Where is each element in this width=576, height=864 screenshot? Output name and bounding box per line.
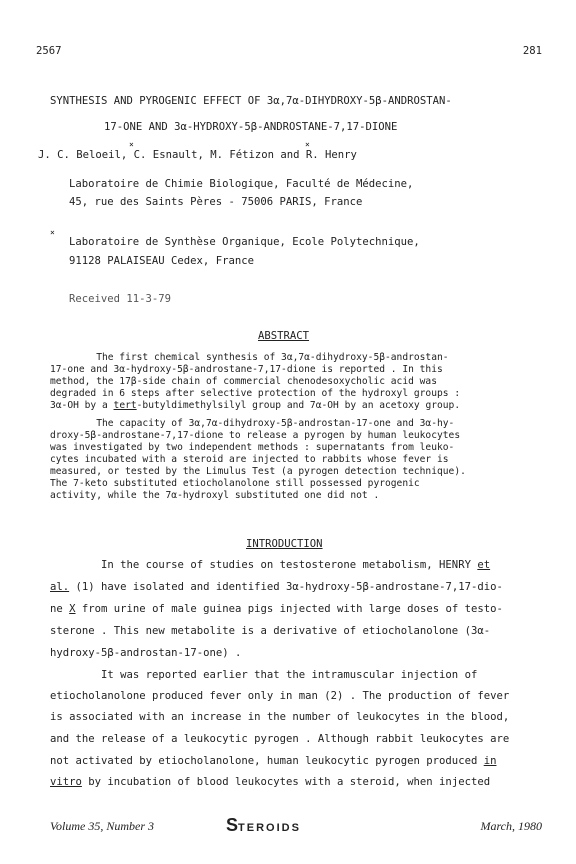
- page-header-left-number: 2567: [36, 45, 62, 57]
- intro-text: from urine of male guinea pigs injected with large doses of testo-: [75, 603, 503, 615]
- intro-line-3: [50, 603, 503, 616]
- intro-text: In the course of studies on testosterone metabolism, HENRY: [50, 559, 478, 571]
- journal-logo-initial: S: [226, 815, 239, 835]
- intro-vitro-term: vitro: [50, 776, 82, 788]
- abstract-p2-line-6: The 7-keto substituted etiocholanolone still possessed pyrogenic: [50, 478, 420, 489]
- footer-date: March, 1980: [480, 819, 542, 833]
- page-header-right-number: 281: [522, 45, 542, 57]
- received-date: Received 11-3-79: [69, 293, 172, 305]
- article-title-line-1: SYNTHESIS AND PYROGENIC EFFECT OF 3α,7α-DIHYDROXY-5β-ANDROSTAN-: [50, 95, 452, 107]
- journal-logo: [226, 815, 301, 836]
- abstract-p1-line-1: The first chemical synthesis of 3α,7α-dihydroxy-5β-androstan-: [50, 352, 449, 363]
- affiliation-1-line-2: 45, rue des Saints Pères - 75006 PARIS, France: [69, 196, 363, 208]
- abstract-p1-line-2: 17-one and 3α-hydroxy-5β-androstane-7,17-dione is reported . In this: [50, 364, 443, 375]
- intro-line-11: [50, 776, 490, 789]
- intro-line-7: etiocholanolone produced fever only in man (2) . The production of fever: [50, 690, 510, 702]
- author-henry: and R. Henry: [274, 149, 357, 161]
- abstract-heading: ABSTRACT: [258, 330, 310, 342]
- author-beloeil: J. C. Beloeil: [38, 149, 121, 161]
- intro-line-10: [50, 755, 496, 768]
- intro-in-term: in: [483, 755, 497, 767]
- intro-text: ne: [50, 603, 70, 615]
- abstract-p2-line-5: measured, or tested by the Limulus Test (a pyrogen detection technique).: [50, 466, 466, 477]
- article-title-line-2: 17-ONE AND 3α-HYDROXY-5β-ANDROSTANE-7,17-DIONE: [104, 121, 398, 133]
- abstract-text: -butyldimethylsilyl group and 7α-OH by an acetoxy group.: [136, 400, 461, 411]
- author-line: [38, 149, 357, 162]
- introduction-heading: INTRODUCTION: [246, 538, 323, 550]
- author-others: , C. Esnault, M. Fétizon: [120, 149, 274, 161]
- abstract-p2-line-4: cytes incubated with a steroid are injected to rabbits whose fever is: [50, 454, 449, 465]
- abstract-p2-line-7: activity, while the 7α-hydroxyl substituted one did not .: [50, 490, 380, 501]
- author-affiliation-mark-2: ×: [305, 140, 310, 149]
- intro-line-9: and the release of a leukocytic pyrogen . Although rabbit leukocytes are: [50, 733, 510, 745]
- intro-line-4: sterone . This new metabolite is a derivative of etiocholanolone (3α-: [50, 625, 491, 637]
- footer-volume: Volume 35, Number 3: [50, 819, 154, 833]
- intro-compound-x: X: [69, 603, 76, 615]
- intro-text: not activated by etiocholanolone, human leukocytic pyrogen produced: [50, 755, 484, 767]
- abstract-p2-line-1: The capacity of 3α,7α-dihydroxy-5β-androstan-17-one and 3α-hy-: [50, 418, 455, 429]
- intro-line-2: [50, 581, 503, 594]
- abstract-p2-line-3: was investigated by two independent methods : supernatants from leuko-: [50, 442, 455, 453]
- intro-text: by incubation of blood leukocytes with a steroid, when injected: [81, 776, 491, 788]
- affiliation-1-line-1: Laboratoire de Chimie Biologique, Faculté de Médecine,: [69, 178, 414, 190]
- affiliation-2-line-1: Laboratoire de Synthèse Organique, Ecole Polytechnique,: [69, 236, 420, 248]
- intro-et-term: et: [477, 559, 491, 571]
- intro-line-1: [50, 559, 490, 572]
- intro-line-5: hydroxy-5β-androstan-17-one) .: [50, 647, 242, 659]
- abstract-p1-line-3: method, the 17β-side chain of commercial chenodesoxycholic acid was: [50, 376, 437, 387]
- abstract-p1-line-4: degraded in 6 steps after selective protection of the hydroxyl groups :: [50, 388, 461, 399]
- abstract-text: 3α-OH by a: [50, 400, 114, 411]
- intro-al-term: al.: [50, 581, 70, 593]
- affiliation-2-line-2: 91128 PALAISEAU Cedex, France: [69, 255, 254, 267]
- abstract-p2-line-2: droxy-5β-androstane-7,17-dione to release a pyrogen by human leukocytes: [50, 430, 461, 441]
- journal-logo-rest: TEROIDS: [238, 822, 301, 834]
- intro-text: (1) have isolated and identified 3α-hydroxy-5β-androstane-7,17-dio-: [69, 581, 503, 593]
- intro-line-8: is associated with an increase in the number of leukocytes in the blood,: [50, 711, 510, 723]
- abstract-tert-term: tert: [113, 400, 137, 411]
- abstract-p1-line-5: [50, 400, 460, 411]
- affiliation-2-mark: ×: [50, 228, 55, 237]
- intro-line-6: It was reported earlier that the intramuscular injection of: [50, 669, 478, 681]
- author-affiliation-mark-1: ×: [129, 140, 134, 149]
